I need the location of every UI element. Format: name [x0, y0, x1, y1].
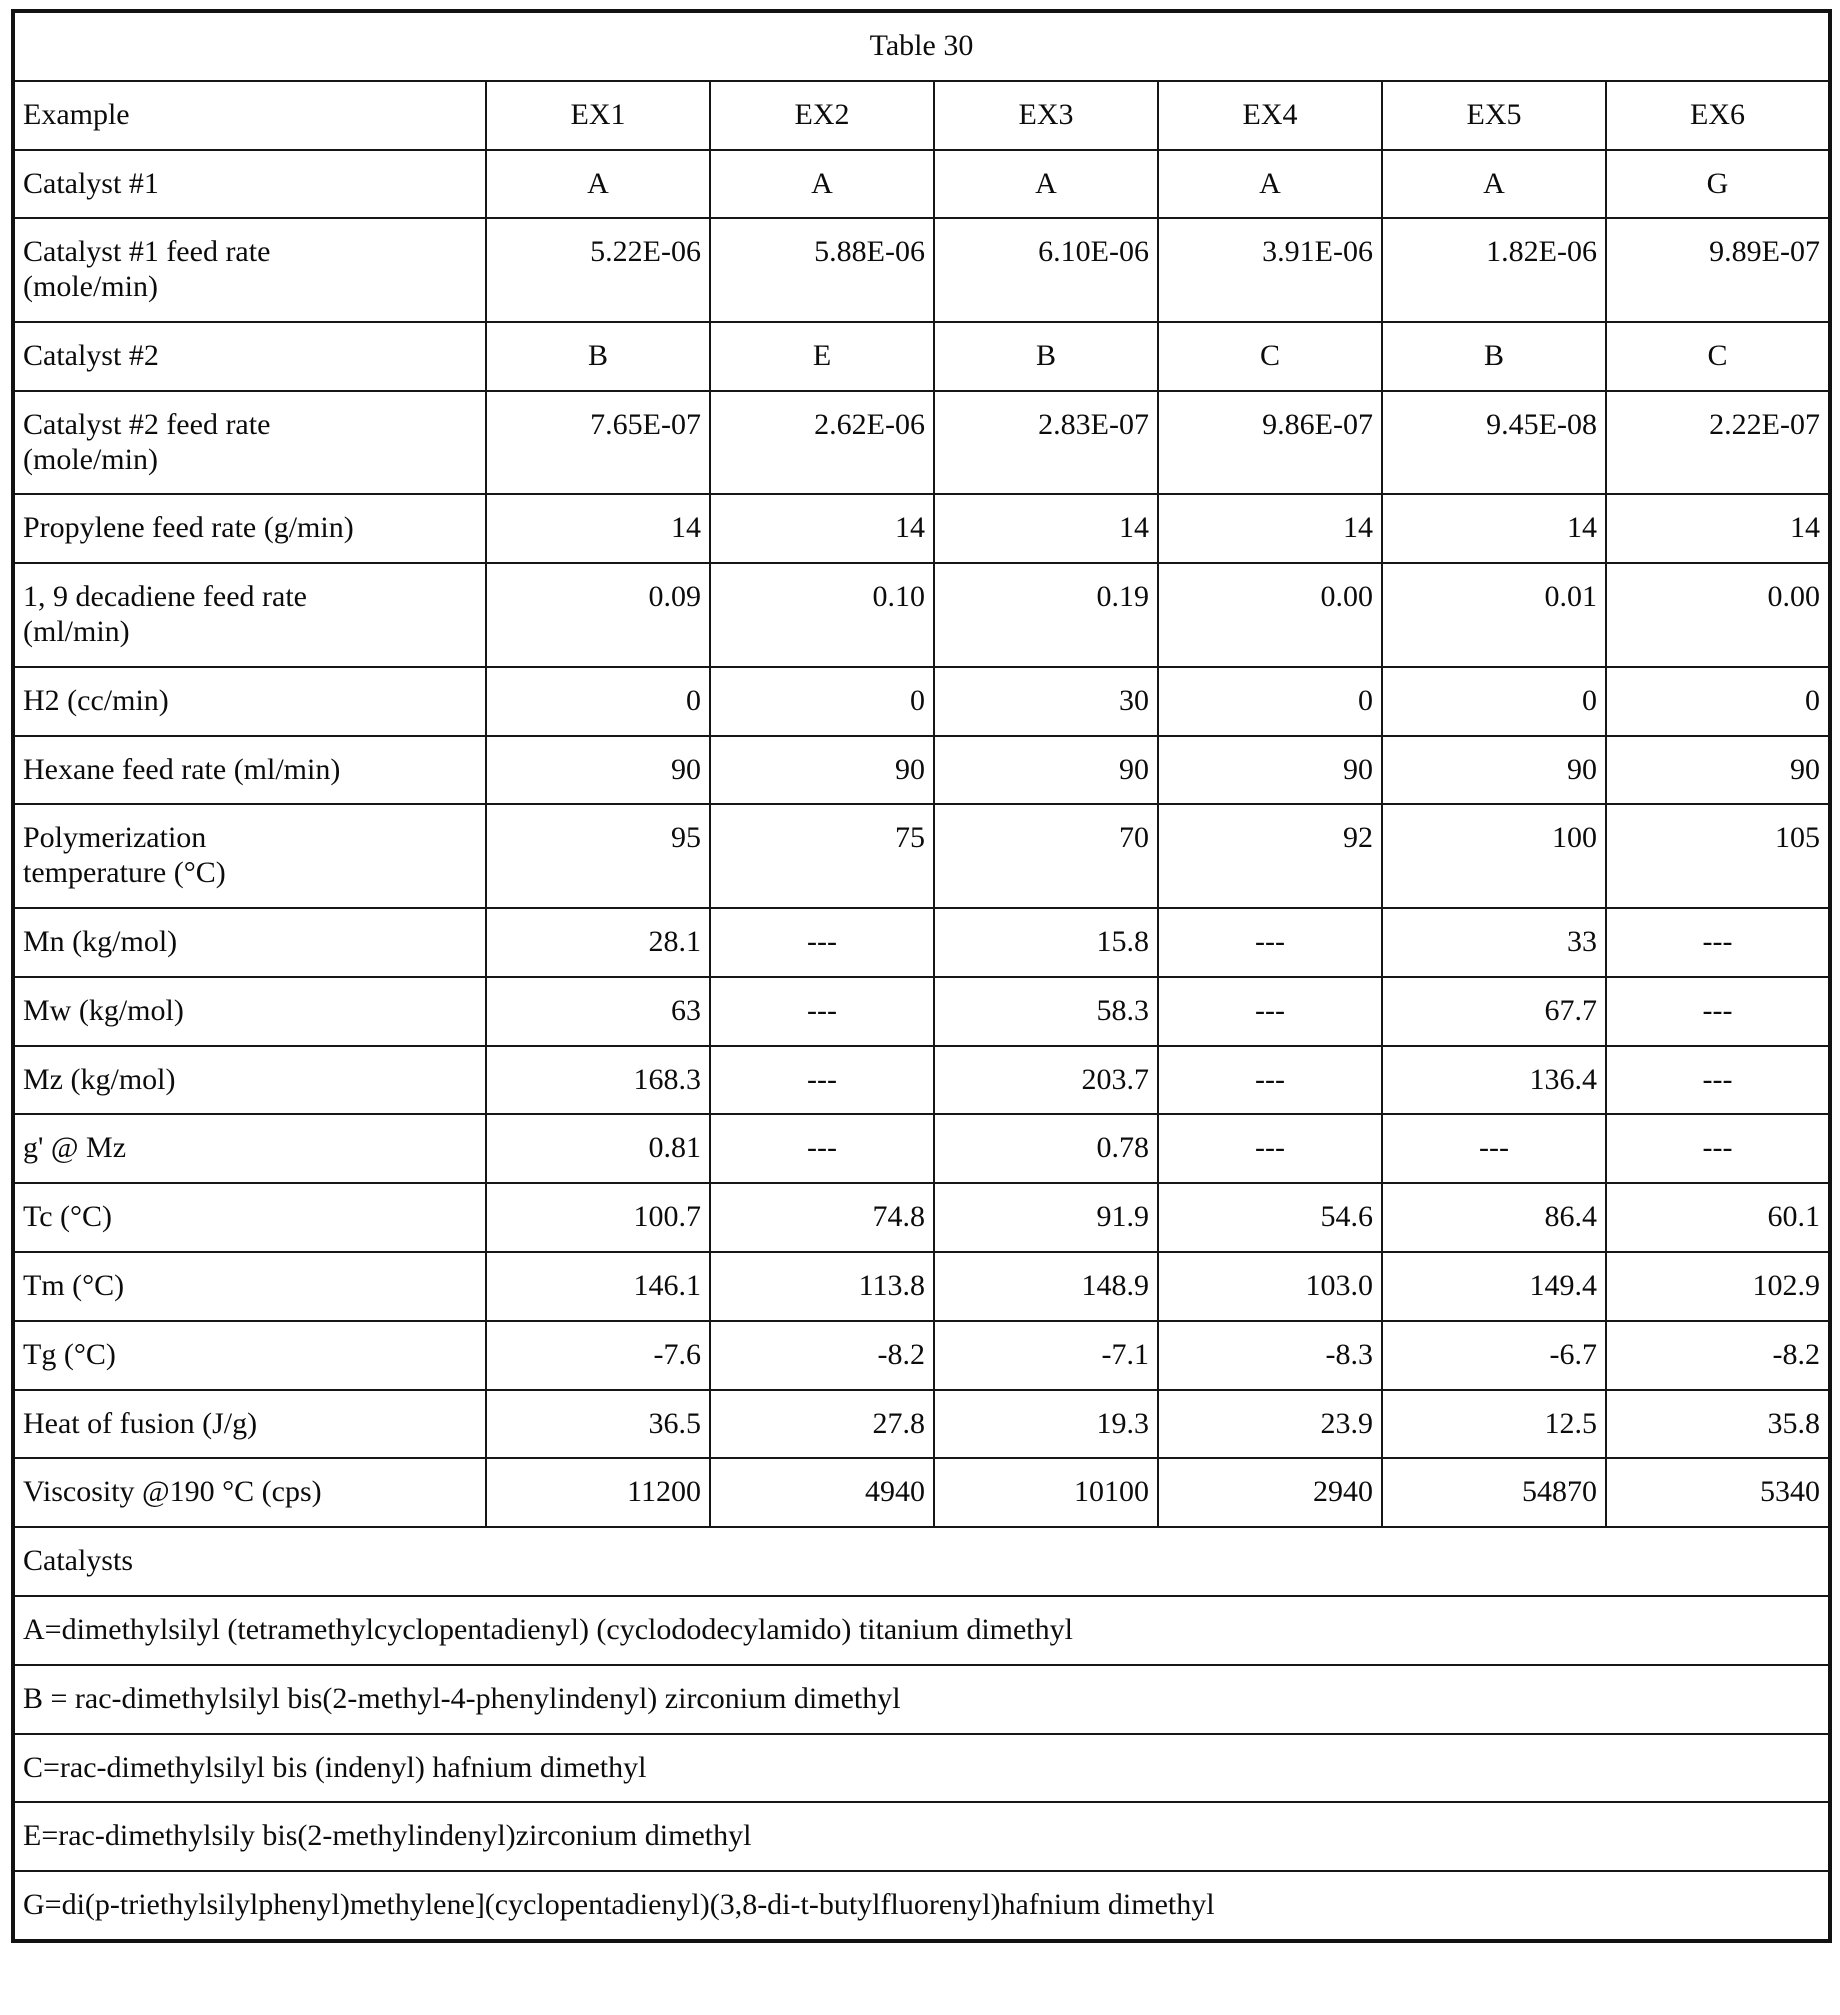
data-cell: 0	[486, 667, 710, 736]
table-row	[13, 1252, 1830, 1321]
data-cell: 0.19	[934, 563, 1158, 667]
row-label: Mn (kg/mol)	[13, 908, 486, 977]
data-cell: 14	[934, 494, 1158, 563]
catalyst-note: G=di(p-triethylsilylphenyl)methylene](cyclopentadienyl)(3,8-di-t-butylfluorenyl)hafnium dimethyl	[13, 1871, 1830, 1941]
catalyst-note: B = rac-dimethylsilyl bis(2-methyl-4-phenylindenyl) zirconium dimethyl	[13, 1665, 1830, 1734]
table-row	[13, 1046, 1830, 1115]
row-label: Mz (kg/mol)	[13, 1046, 486, 1115]
table-row	[13, 494, 1830, 563]
data-cell: 0.00	[1606, 563, 1830, 667]
table-row	[13, 908, 1830, 977]
data-cell: ---	[1606, 1114, 1830, 1183]
row-label: Tc (°C)	[13, 1183, 486, 1252]
table-row	[13, 667, 1830, 736]
data-cell: 10100	[934, 1458, 1158, 1527]
data-cell: 58.3	[934, 977, 1158, 1046]
data-cell: 15.8	[934, 908, 1158, 977]
catalyst-note-row	[13, 1734, 1830, 1803]
catalyst-note-row	[13, 1802, 1830, 1871]
data-cell: A	[710, 150, 934, 219]
data-cell: ---	[1606, 1046, 1830, 1115]
data-cell: 3.91E-06	[1158, 218, 1382, 322]
data-cell: 4940	[710, 1458, 934, 1527]
data-cell: 5340	[1606, 1458, 1830, 1527]
data-cell: 9.86E-07	[1158, 391, 1382, 495]
row-label: Catalyst #2 feed rate (mole/min)	[13, 391, 486, 495]
catalyst-note: A=dimethylsilyl (tetramethylcyclopentadienyl) (cyclododecylamido) titanium dimethyl	[13, 1596, 1830, 1665]
data-cell: 6.10E-06	[934, 218, 1158, 322]
column-header: EX4	[1158, 81, 1382, 150]
data-cell: 63	[486, 977, 710, 1046]
row-label: Hexane feed rate (ml/min)	[13, 736, 486, 805]
data-cell: 0.81	[486, 1114, 710, 1183]
table-row	[13, 736, 1830, 805]
data-cell: 19.3	[934, 1390, 1158, 1459]
table-row	[13, 1321, 1830, 1390]
data-cell: A	[486, 150, 710, 219]
data-cell: 28.1	[486, 908, 710, 977]
data-cell: ---	[1382, 1114, 1606, 1183]
data-cell: 67.7	[1382, 977, 1606, 1046]
data-cell: 203.7	[934, 1046, 1158, 1115]
data-cell: 0	[1158, 667, 1382, 736]
data-cell: ---	[1158, 908, 1382, 977]
data-cell: 92	[1158, 804, 1382, 908]
row-label: Catalyst #1 feed rate (mole/min)	[13, 218, 486, 322]
row-label: Polymerization temperature (°C)	[13, 804, 486, 908]
data-cell: 5.88E-06	[710, 218, 934, 322]
data-cell: 5.22E-06	[486, 218, 710, 322]
data-cell: 70	[934, 804, 1158, 908]
table-30	[11, 9, 1832, 1943]
table-title: Table 30	[13, 11, 1830, 81]
data-cell: 102.9	[1606, 1252, 1830, 1321]
data-cell: 90	[1158, 736, 1382, 805]
row-label: H2 (cc/min)	[13, 667, 486, 736]
data-cell: 168.3	[486, 1046, 710, 1115]
data-cell: 0	[1606, 667, 1830, 736]
data-cell: -8.2	[710, 1321, 934, 1390]
data-cell: 146.1	[486, 1252, 710, 1321]
column-header: EX6	[1606, 81, 1830, 150]
data-cell: 14	[486, 494, 710, 563]
data-cell: 14	[710, 494, 934, 563]
data-cell: 0.01	[1382, 563, 1606, 667]
table-row	[13, 322, 1830, 391]
data-cell: A	[1158, 150, 1382, 219]
row-label: Mw (kg/mol)	[13, 977, 486, 1046]
data-cell: B	[486, 322, 710, 391]
catalysts-section-label: Catalysts	[13, 1527, 1830, 1596]
row-label: Tg (°C)	[13, 1321, 486, 1390]
row-label: Catalyst #2	[13, 322, 486, 391]
data-cell: C	[1606, 322, 1830, 391]
data-cell: 2940	[1158, 1458, 1382, 1527]
data-cell: 12.5	[1382, 1390, 1606, 1459]
data-cell: C	[1158, 322, 1382, 391]
data-cell: 0.78	[934, 1114, 1158, 1183]
data-cell: G	[1606, 150, 1830, 219]
data-cell: ---	[1158, 1114, 1382, 1183]
data-cell: 1.82E-06	[1382, 218, 1606, 322]
data-cell: 91.9	[934, 1183, 1158, 1252]
row-label: Propylene feed rate (g/min)	[13, 494, 486, 563]
table-row	[13, 150, 1830, 219]
data-cell: ---	[710, 977, 934, 1046]
table-row	[13, 1114, 1830, 1183]
data-cell: ---	[1606, 977, 1830, 1046]
data-cell: 0.10	[710, 563, 934, 667]
data-cell: 60.1	[1606, 1183, 1830, 1252]
data-cell: 14	[1382, 494, 1606, 563]
data-cell: B	[1382, 322, 1606, 391]
data-cell: -7.6	[486, 1321, 710, 1390]
column-header: EX3	[934, 81, 1158, 150]
data-cell: B	[934, 322, 1158, 391]
column-header: EX5	[1382, 81, 1606, 150]
data-cell: 90	[486, 736, 710, 805]
data-cell: 36.5	[486, 1390, 710, 1459]
table-row	[13, 1183, 1830, 1252]
data-cell: 35.8	[1606, 1390, 1830, 1459]
data-cell: A	[1382, 150, 1606, 219]
data-cell: 90	[934, 736, 1158, 805]
table-row	[13, 1390, 1830, 1459]
data-cell: ---	[1158, 977, 1382, 1046]
row-label: g' @ Mz	[13, 1114, 486, 1183]
data-cell: 0	[710, 667, 934, 736]
data-cell: 74.8	[710, 1183, 934, 1252]
table-body	[13, 150, 1830, 1528]
data-cell: 9.89E-07	[1606, 218, 1830, 322]
data-cell: 113.8	[710, 1252, 934, 1321]
catalyst-note: E=rac-dimethylsily bis(2-methylindenyl)zirconium dimethyl	[13, 1802, 1830, 1871]
data-cell: 149.4	[1382, 1252, 1606, 1321]
catalyst-note-row	[13, 1596, 1830, 1665]
data-cell: 0.00	[1158, 563, 1382, 667]
table-row	[13, 391, 1830, 495]
header-label: Example	[13, 81, 486, 150]
data-cell: 2.22E-07	[1606, 391, 1830, 495]
data-cell: 95	[486, 804, 710, 908]
data-cell: 0	[1382, 667, 1606, 736]
row-label: Heat of fusion (J/g)	[13, 1390, 486, 1459]
data-cell: 148.9	[934, 1252, 1158, 1321]
data-cell: 136.4	[1382, 1046, 1606, 1115]
table-footnotes	[13, 1527, 1830, 1941]
table-title-row	[13, 11, 1830, 81]
catalyst-note: C=rac-dimethylsilyl bis (indenyl) hafnium dimethyl	[13, 1734, 1830, 1803]
data-cell: 0.09	[486, 563, 710, 667]
data-cell: 2.83E-07	[934, 391, 1158, 495]
catalysts-section-row	[13, 1527, 1830, 1596]
data-cell: 86.4	[1382, 1183, 1606, 1252]
data-cell: -8.3	[1158, 1321, 1382, 1390]
table-row	[13, 563, 1830, 667]
data-cell: 54870	[1382, 1458, 1606, 1527]
data-cell: 75	[710, 804, 934, 908]
data-cell: E	[710, 322, 934, 391]
data-cell: 14	[1158, 494, 1382, 563]
data-cell: 90	[710, 736, 934, 805]
data-cell: 23.9	[1158, 1390, 1382, 1459]
data-cell: 14	[1606, 494, 1830, 563]
data-cell: 100	[1382, 804, 1606, 908]
data-cell: 30	[934, 667, 1158, 736]
data-cell: 100.7	[486, 1183, 710, 1252]
data-cell: -7.1	[934, 1321, 1158, 1390]
row-label: Catalyst #1	[13, 150, 486, 219]
table-row	[13, 218, 1830, 322]
row-label: Viscosity @190 °C (cps)	[13, 1458, 486, 1527]
data-cell: 54.6	[1158, 1183, 1382, 1252]
catalyst-note-row	[13, 1665, 1830, 1734]
data-cell: 33	[1382, 908, 1606, 977]
row-label: 1, 9 decadiene feed rate (ml/min)	[13, 563, 486, 667]
data-cell: ---	[710, 1046, 934, 1115]
data-cell: 9.45E-08	[1382, 391, 1606, 495]
table-row	[13, 804, 1830, 908]
column-header: EX1	[486, 81, 710, 150]
data-cell: 2.62E-06	[710, 391, 934, 495]
data-cell: 11200	[486, 1458, 710, 1527]
column-header-row	[13, 81, 1830, 150]
data-cell: 90	[1606, 736, 1830, 805]
column-header: EX2	[710, 81, 934, 150]
data-cell: A	[934, 150, 1158, 219]
data-cell: 103.0	[1158, 1252, 1382, 1321]
table-row	[13, 1458, 1830, 1527]
data-cell: 7.65E-07	[486, 391, 710, 495]
data-cell: -8.2	[1606, 1321, 1830, 1390]
data-cell: 90	[1382, 736, 1606, 805]
table-row	[13, 977, 1830, 1046]
data-cell: ---	[710, 1114, 934, 1183]
data-cell: ---	[1606, 908, 1830, 977]
data-cell: 27.8	[710, 1390, 934, 1459]
data-cell: -6.7	[1382, 1321, 1606, 1390]
data-cell: 105	[1606, 804, 1830, 908]
data-cell: ---	[710, 908, 934, 977]
row-label: Tm (°C)	[13, 1252, 486, 1321]
catalyst-note-row	[13, 1871, 1830, 1941]
data-cell: ---	[1158, 1046, 1382, 1115]
